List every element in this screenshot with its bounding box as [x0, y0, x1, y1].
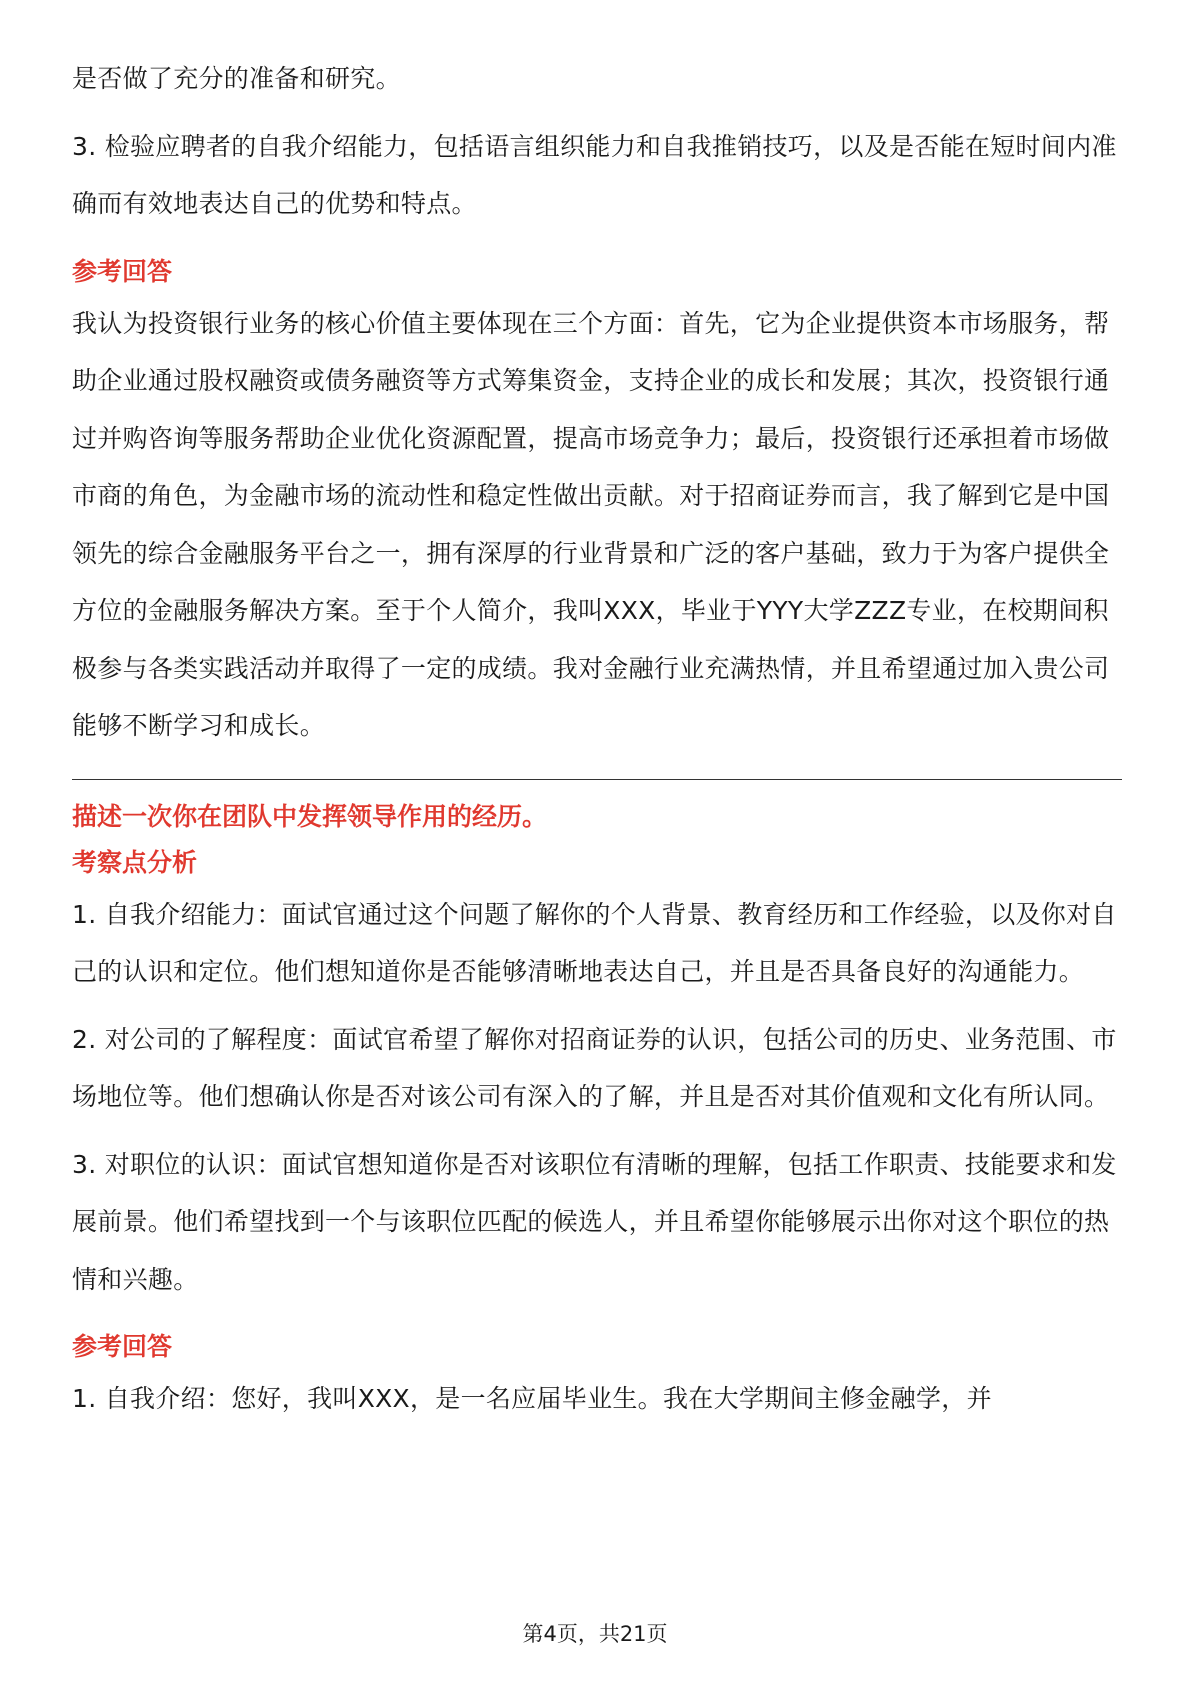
section-divider	[72, 779, 1122, 780]
analysis-point: 2. 对公司的了解程度：面试官希望了解你对招商证券的认识，包括公司的历史、业务范围、市场地位等。他们想确认你是否对该公司有深入的了解，并且是否对其价值观和文化有所认同。	[72, 1024, 1117, 1111]
reference-answer-text: 1. 自我介绍：您好，我叫XXX，是一名应届毕业生。我在大学期间主修金融学，并	[72, 1384, 992, 1413]
reference-answer-heading: 参考回答	[72, 256, 173, 286]
analysis-point: 1. 自我介绍能力：面试官通过这个问题了解你的个人背景、教育经历和工作经验，以及你对自己的认识和定位。他们想知道你是否能够清晰地表达自己，并且是否具备良好的沟通能力。	[72, 899, 1117, 986]
question-title: 描述一次你在团队中发挥领导作用的经历。	[72, 801, 548, 831]
analysis-point-3: 3. 检验应聘者的自我介绍能力，包括语言组织能力和自我推销技巧，以及是否能在短时间内准确而有效地表达自己的优势和特点。	[72, 131, 1117, 218]
page-number: 第4页，共21页	[522, 1622, 668, 1646]
reference-answer-text: 我认为投资银行业务的核心价值主要体现在三个方面：首先，它为企业提供资本市场服务，帮助企业通过股权融资或债务融资等方式筹集资金，支持企业的成长和发展；其次，投资银行通过并购咨询等服务帮助企业优化资源配置，提高市场竞争力；最后，投资银行还承担着市场做市商的角色，为金融市场的流动性和稳定性做出贡献。对于招商证券而言，我了解到它是中国领先的综合金融服务平台之一，拥有深厚的行业背景和广泛的客户基础，致力于为客户提供全方位的金融服务解决方案。至于个人简介，我叫XXX，毕业于YYY大学ZZZ专业，在校期间积极参与各类实践活动并取得了一定的成绩。我对金融行业充满热情，并且希望通过加入贵公司能够不断学习和成长。	[72, 308, 1110, 740]
document-page	[72, 50, 1122, 1428]
analysis-point: 3. 对职位的认识：面试官想知道你是否对该职位有清晰的理解，包括工作职责、技能要求和发展前景。他们希望找到一个与该职位匹配的候选人，并且希望你能够展示出你对这个职位的热情和兴趣。	[72, 1149, 1117, 1294]
paragraph-continuation: 是否做了充分的准备和研究。	[72, 64, 401, 93]
reference-answer-heading: 参考回答	[72, 1332, 173, 1361]
analysis-heading: 考察点分析	[72, 847, 198, 877]
